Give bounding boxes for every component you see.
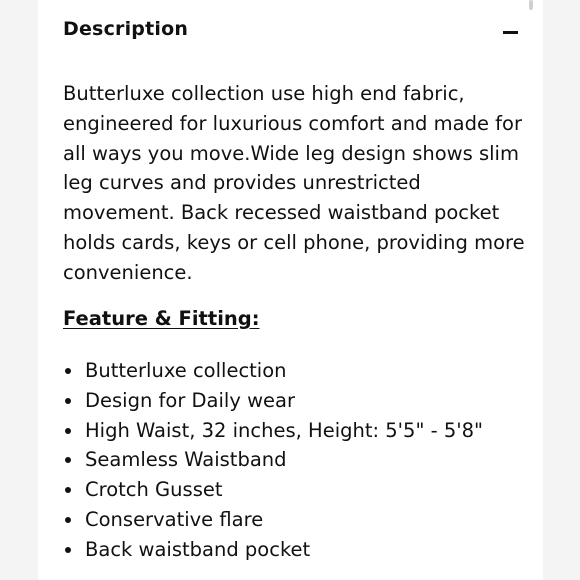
section-title: Description xyxy=(63,18,189,40)
feature-item-text: Crotch Gusset xyxy=(85,478,223,502)
feature-item-text: Seamless Waistband xyxy=(85,448,287,472)
feature-item xyxy=(63,445,483,475)
feature-item xyxy=(63,356,483,386)
description-header[interactable] xyxy=(63,18,518,48)
bullet-icon xyxy=(65,398,71,404)
feature-item-text: Butterluxe collection xyxy=(85,359,287,382)
feature-item xyxy=(63,535,483,565)
feature-item xyxy=(63,416,483,446)
feature-item xyxy=(63,475,483,505)
minus-icon[interactable] xyxy=(503,31,518,34)
bullet-icon xyxy=(65,517,71,523)
feature-item-text: Back waistband pocket xyxy=(85,537,311,561)
feature-item xyxy=(63,386,483,416)
bullet-icon xyxy=(65,547,71,553)
bullet-icon xyxy=(65,457,71,463)
feature-list xyxy=(63,356,483,565)
bullet-icon xyxy=(65,368,71,374)
feature-item-text: Design for Daily wear xyxy=(85,388,295,412)
feature-heading: Feature & Fitting: xyxy=(63,307,260,330)
feature-item-text: Conservative flare xyxy=(85,507,264,531)
description-text: Butterluxe collection use high end fabric, engineered for luxurious comfort and made for all ways you move.Wide leg design shows slim leg curves and provides unrestricted movement. Back recessed waistband pocket holds cards, keys or cell phone, providing more convenience. xyxy=(63,82,525,284)
bullet-icon xyxy=(65,428,71,434)
description-panel xyxy=(38,0,543,580)
feature-item xyxy=(63,505,483,535)
scrollbar[interactable] xyxy=(529,0,533,10)
feature-item-text: High Waist, 32 inches, Height: 5'5" - 5'8" xyxy=(85,418,483,442)
bullet-icon xyxy=(65,487,71,493)
